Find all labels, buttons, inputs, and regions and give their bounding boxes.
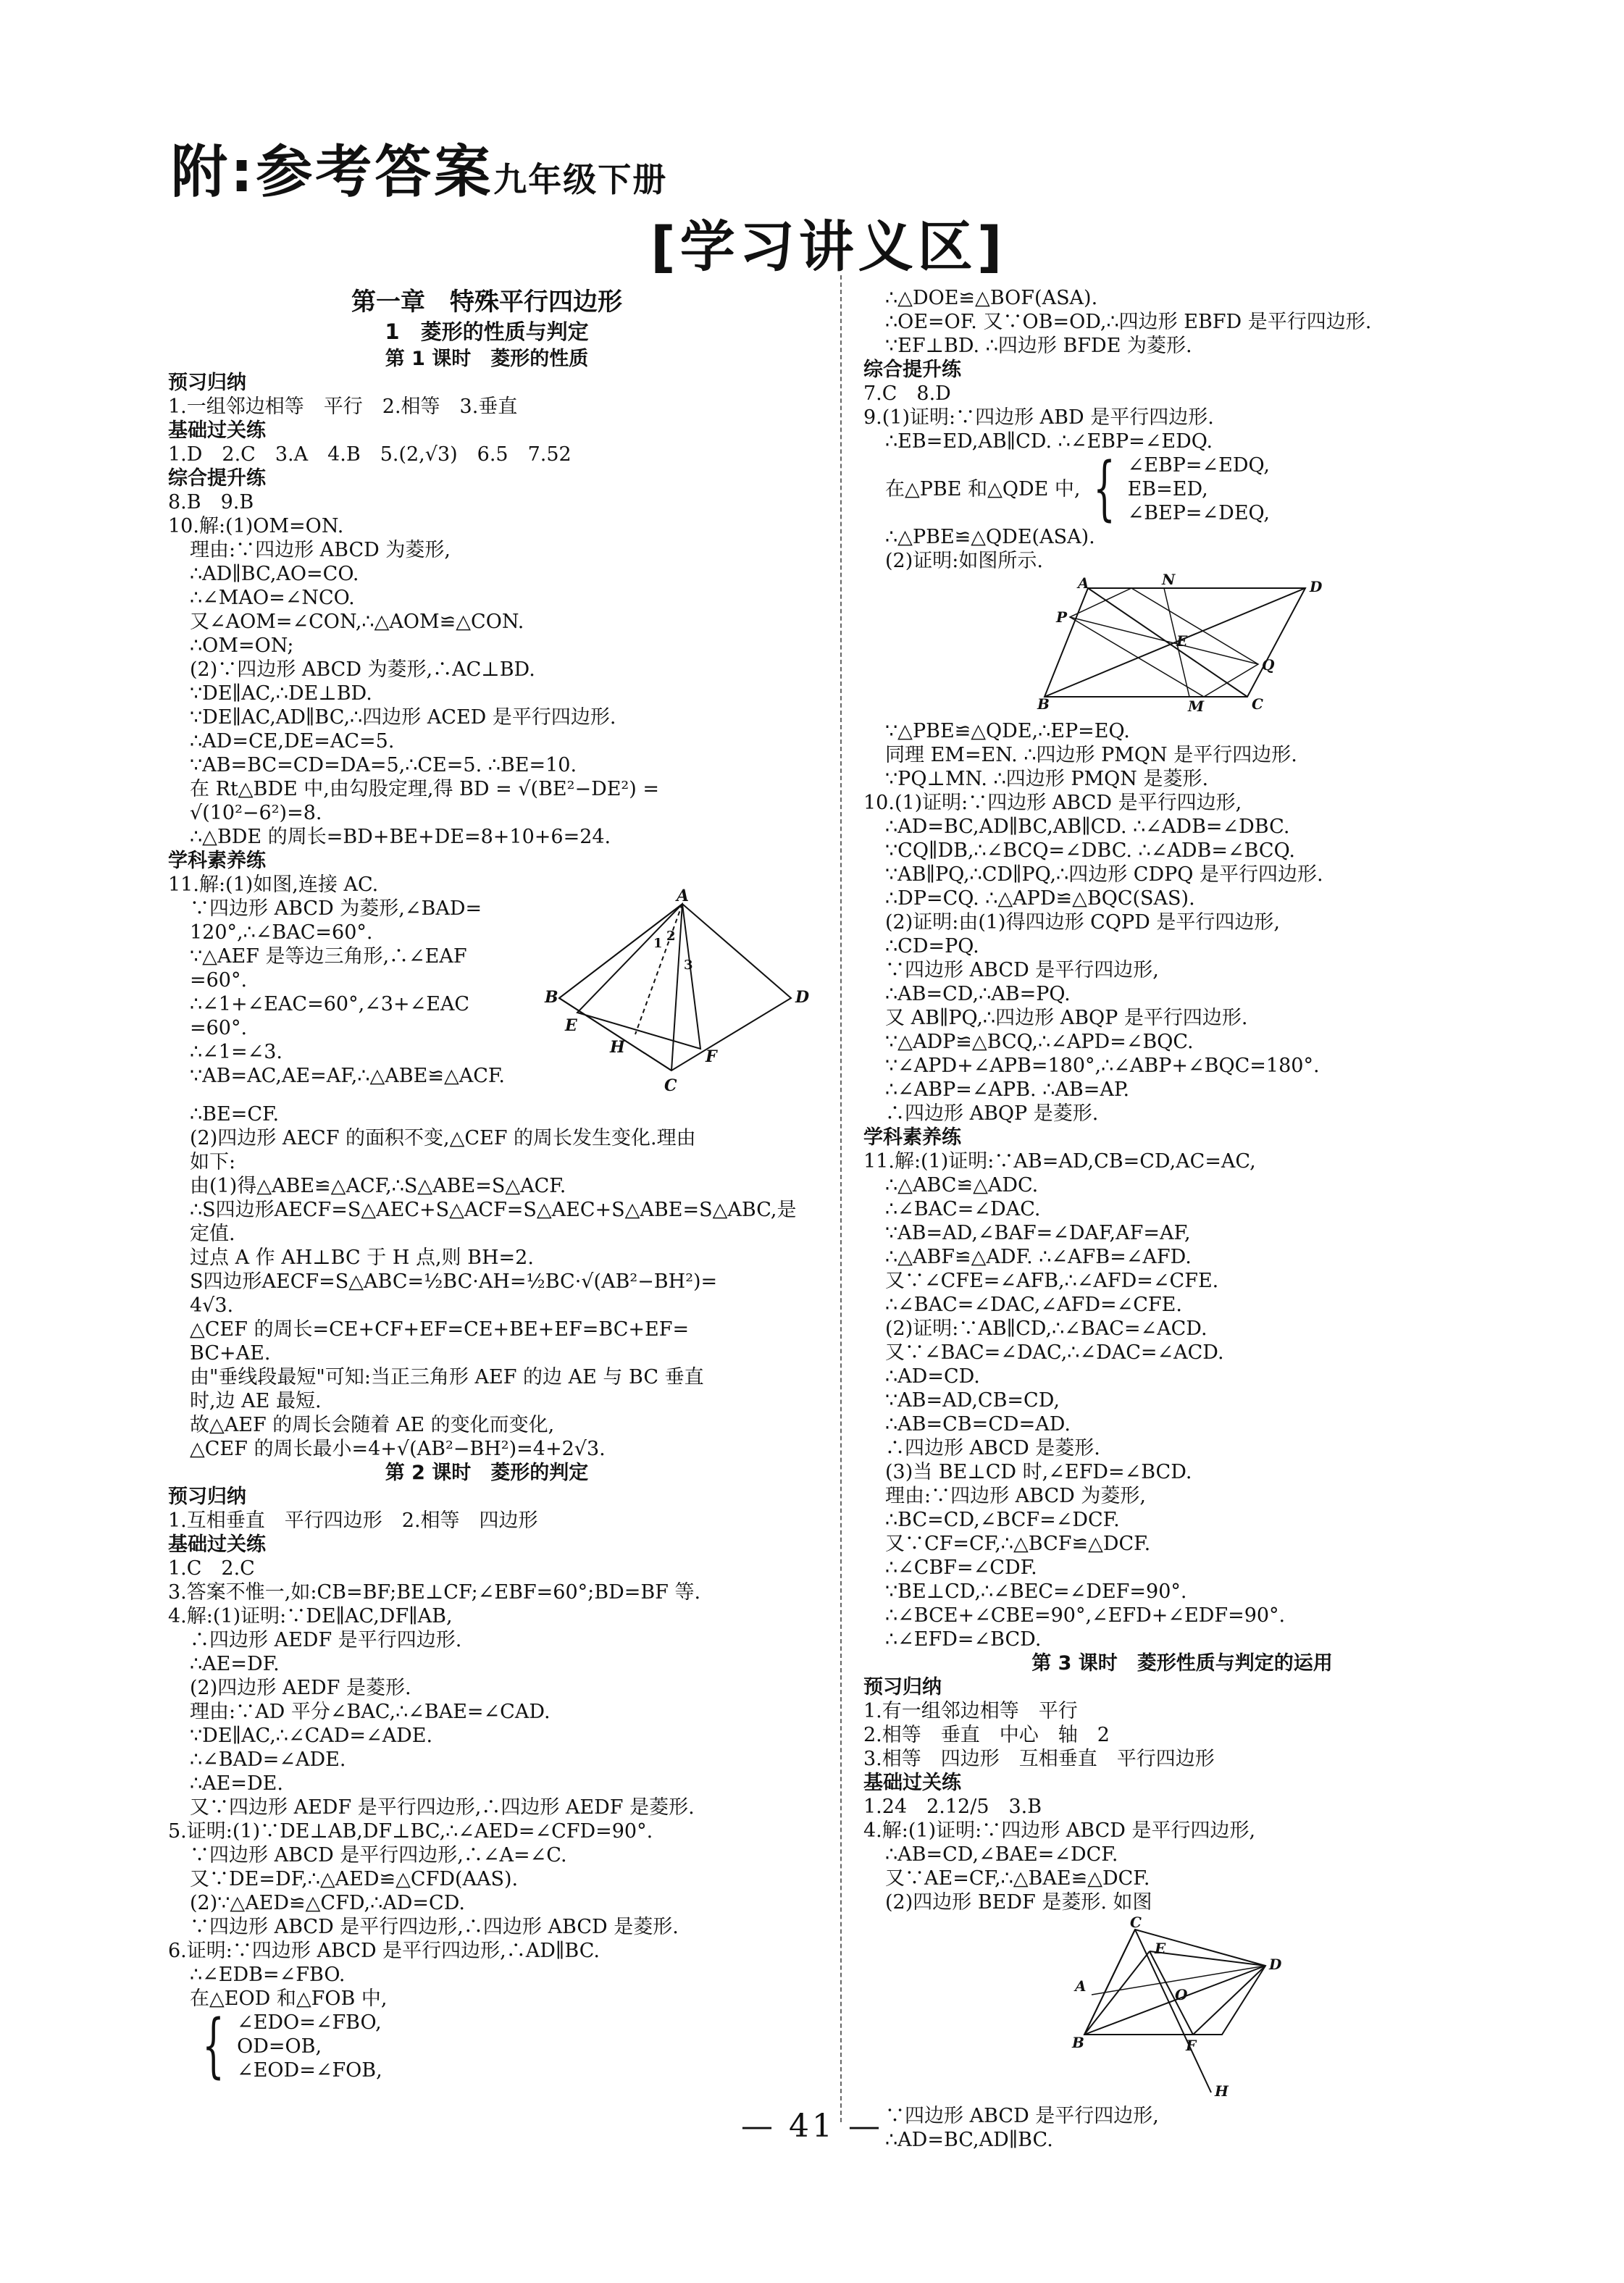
chapter-title: 第一章 特殊平行四边形 [351, 288, 622, 317]
column-divider [840, 275, 842, 2122]
answer-block-3 [168, 1102, 805, 1461]
answer-line: 1.互相垂直 平行四边形 2.相等 四边形 [168, 1509, 538, 1532]
answer-line: ∵△PBE≌△QDE,∴EP=EQ. [885, 720, 1130, 742]
section-heading: 学科素养练 [168, 850, 266, 872]
answer-line: (2)四边形 AEDF 是菱形. [190, 1677, 411, 1699]
brace-symbol: { [1092, 448, 1116, 529]
answer-line: ∵∠APD+∠APB=180°,∴∠ABP+∠BQC=180°. [885, 1055, 1320, 1077]
answer-line: ∵四边形 ABCD 是平行四边形, [885, 2105, 1159, 2127]
fig3-label-e: E [1155, 1940, 1166, 1957]
answer-line: ∵△AEF 是等边三角形,∴∠EAF [190, 945, 467, 968]
answer-line: 9.(1)证明:∵四边形 ABD 是平行四边形. [863, 406, 1214, 429]
answer-line: ∴AE=DE. [190, 1772, 283, 1795]
brace-line: ∠EOD=∠FOB, [237, 2059, 382, 2082]
answer-line: ∵四边形 ABCD 是平行四边形,∴四边形 ABCD 是菱形. [190, 1916, 679, 1938]
answer-line: 同理 EM=EN. ∴四边形 PMQN 是平行四边形. [885, 744, 1297, 766]
answer-line: ∴∠EDB=∠FBO. [190, 1964, 346, 1986]
section-heading: 综合提升练 [863, 359, 961, 381]
fig1-label-f: F [706, 1047, 717, 1066]
fig1-label-c: C [664, 1076, 677, 1095]
section-title: 1 菱形的性质与判定 [385, 319, 589, 344]
section-heading: 基础过关练 [168, 1533, 266, 1556]
answer-line: 3.答案不惟一,如:CB=BF;BE⊥CF;∠EBF=60°;BD=BF 等. [168, 1581, 701, 1604]
answer-line: 4.解:(1)证明:∵四边形 ABCD 是平行四边形, [863, 1819, 1256, 1842]
answer-line: √(10²−6²)=8. [190, 802, 322, 824]
answer-line: (2)四边形 BEDF 是菱形. 如图 [885, 1891, 1152, 1914]
brace-lines-9 [1128, 453, 1270, 525]
fig2-label-a: A [1078, 574, 1089, 592]
answer-line: ∵AB=AC,AE=AF,∴△ABE≌△ACF. [190, 1065, 506, 1087]
answer-line: ∴四边形 AEDF 是平行四边形. [190, 1629, 462, 1651]
answer-line: 在△EOD 和△FOB 中, [190, 1987, 388, 2010]
fig2-label-m: M [1188, 698, 1205, 715]
answer-line: ∴OE=OF. 又∵OB=OD,∴四边形 EBFD 是平行四边形. [885, 311, 1372, 333]
answer-line: ∵AB=AD,CB=CD, [885, 1389, 1060, 1412]
fig1-label-1: 1 [653, 936, 663, 951]
fig3-label-a: A [1075, 1977, 1087, 1995]
answer-line: ∵DE∥AC,AD∥BC,∴四边形 ACED 是平行四边形. [190, 706, 616, 729]
brace-intro-9: 在△PBE 和△QDE 中, [885, 478, 1081, 500]
answer-line: (2)证明:∵AB∥CD,∴∠BAC=∠ACD. [885, 1318, 1207, 1340]
rhombus-triangle-figure [545, 887, 810, 1099]
fig3-label-o: O [1175, 1986, 1188, 2003]
right-column [863, 286, 1501, 2152]
fig1-label-e: E [565, 1016, 577, 1035]
answer-block-6 [863, 525, 1501, 573]
brace-system-6 [168, 2005, 805, 2086]
answer-line: ∵EF⊥BD. ∴四边形 BFDE 为菱形. [885, 335, 1192, 357]
brace-system-9 [863, 448, 1501, 529]
section-heading: 预习归纳 [168, 1486, 246, 1508]
answer-line: ∴AD=BC,AD∥BC. [885, 2129, 1053, 2151]
header-title-text: 附:参考答案 [171, 140, 494, 205]
section-heading: 基础过关练 [863, 1772, 961, 1794]
page-number: — 41 — [741, 2108, 883, 2145]
answer-line: ∴DP=CQ. ∴△APD≌△BQC(SAS). [885, 887, 1195, 910]
answer-line: 4√3. [190, 1294, 234, 1317]
answer-line: ∴∠1=∠3. [190, 1041, 282, 1063]
answer-line: 理由:∵AD 平分∠BAC,∴∠BAE=∠CAD. [190, 1701, 551, 1723]
answer-line: 又∠AOM=∠CON,∴△AOM≌△CON. [190, 611, 524, 633]
fig2-label-p: P [1056, 608, 1068, 626]
brace-symbol: { [202, 2005, 225, 2086]
section-heading: 基础过关练 [168, 419, 266, 442]
answer-line: ∵BE⊥CD,∴∠BEC=∠DEF=90°. [885, 1580, 1187, 1603]
answer-line: 又∵四边形 AEDF 是平行四边形,∴四边形 AEDF 是菱形. [190, 1796, 695, 1819]
fig1-label-b: B [545, 988, 558, 1007]
lesson-title-1: 第 1 课时 菱形的性质 [385, 348, 589, 370]
answer-line: ∴∠MAO=∠NCO. [190, 587, 355, 609]
fig1-label-h: H [610, 1038, 625, 1057]
page-header-title [171, 127, 667, 208]
answer-line: (2)证明:由(1)得四边形 CQPD 是平行四边形, [885, 911, 1280, 934]
answer-line: △CEF 的周长=CE+CF+EF=CE+BE+EF=BC+EF= [190, 1318, 690, 1341]
header-subtitle: 九年级下册 [493, 160, 668, 199]
answer-line: ∵四边形 ABCD 是平行四边形, [885, 959, 1159, 981]
fig2-label-c: C [1252, 695, 1263, 713]
answer-line: ∴∠EFD=∠BCD. [885, 1628, 1042, 1651]
answer-block-4 [168, 1485, 805, 2011]
answer-line: △CEF 的周长最小=4+√(AB²−BH²)=4+2√3. [190, 1438, 606, 1460]
answer-line: ∴AD∥BC,AO=CO. [190, 563, 359, 585]
answer-line: 11.解:(1)如图,连接 AC. [168, 874, 379, 896]
answer-line: ∵四边形 ABCD 为菱形,∠BAD= [190, 897, 482, 920]
answer-line: 1.D 2.C 3.A 4.B 5.(2,√3) 6.5 7.52 [168, 443, 572, 466]
brace-line: ∠EBP=∠EDQ, [1127, 454, 1270, 477]
answer-line: ∴∠BAD=∠ADE. [190, 1748, 346, 1771]
answer-line: 1.C 2.C [168, 1557, 255, 1580]
answer-line: ∵PQ⊥MN. ∴四边形 PMQN 是菱形. [885, 768, 1209, 790]
answer-line: 2.相等 垂直 中心 轴 2 [863, 1724, 1110, 1746]
answer-line: 又∵AE=CF,∴△BAE≌△DCF. [885, 1867, 1150, 1890]
answer-line: ∴AE=DF. [190, 1653, 280, 1675]
answer-line: 1.24 2.12/5 3.B [863, 1796, 1042, 1818]
answer-line: ∴△ABF≌△ADF. ∴∠AFB=∠AFD. [885, 1246, 1192, 1268]
answer-line: 又∵CF=CF,∴△BCF≌△DCF. [885, 1533, 1151, 1555]
answer-line: ∴∠1+∠EAC=60°,∠3+∠EAC [190, 993, 470, 1015]
answer-line: (2)证明:如图所示. [885, 550, 1043, 572]
answer-line: 又∵DE=DF,∴△AED≌△CFD(AAS). [190, 1868, 519, 1890]
answer-line: ∴AD=BC,AD∥BC,AB∥CD. ∴∠ADB=∠DBC. [885, 816, 1290, 838]
section-heading: 综合提升练 [168, 467, 266, 490]
section-heading: 预习归纳 [863, 1676, 942, 1698]
answer-line: 1.一组邻边相等 平行 2.相等 3.垂直 [168, 395, 518, 418]
answer-line: ∴∠BCE+∠CBE=90°,∠EFD+∠EDF=90°. [885, 1604, 1286, 1627]
answer-line: 定值. [190, 1223, 235, 1245]
parallelogram-bedf-figure [1066, 1914, 1298, 2100]
answer-line: ∴OM=ON; [190, 634, 294, 657]
answer-line: 11.解:(1)证明:∵AB=AD,CB=CD,AC=AC, [863, 1150, 1256, 1173]
answer-block-7 [863, 719, 1501, 1651]
answer-line: (2)∵四边形 ABCD 为菱形,∴AC⊥BD. [190, 658, 535, 681]
answer-line: 理由:∵四边形 ABCD 为菱形, [885, 1485, 1146, 1507]
answer-line: ∴AD=CD. [885, 1365, 980, 1388]
fig3-label-f: F [1186, 2037, 1197, 2054]
fig3-label-h: H [1215, 2082, 1229, 2100]
answer-line: ∴△DOE≌△BOF(ASA). [885, 287, 1098, 309]
section-heading: 学科素养练 [863, 1126, 961, 1149]
answer-line: ∴四边形 ABCD 是菱形. [885, 1437, 1100, 1459]
brace-lines-6 [237, 2011, 382, 2082]
answer-line: 由(1)得△ABE≌△ACF,∴S△ABE=S△ACF. [190, 1175, 566, 1197]
answer-line: 过点 A 作 AH⊥BC 于 H 点,则 BH=2. [190, 1247, 534, 1269]
answer-line: 5.证明:(1)∵DE⊥AB,DF⊥BC,∴∠AED=∠CFD=90°. [168, 1820, 653, 1843]
fig2-label-n: N [1162, 571, 1176, 588]
fig2-label-q: Q [1262, 656, 1275, 674]
answer-line: ∴△ABC≌△ADC. [885, 1174, 1039, 1197]
answer-line: ∴∠BAC=∠DAC. [885, 1198, 1041, 1220]
answer-line: ∴四边形 ABQP 是菱形. [885, 1102, 1099, 1125]
answer-line: ∵AB=BC=CD=DA=5,∴CE=5. ∴BE=10. [190, 754, 577, 776]
answer-line: 10.(1)证明:∵四边形 ABCD 是平行四边形, [863, 792, 1242, 814]
brace-line: ∠EDO=∠FBO, [237, 2011, 382, 2034]
section-banner: [学习讲义区] [650, 214, 1007, 279]
answer-line: 6.证明:∵四边形 ABCD 是平行四边形,∴AD∥BC. [168, 1940, 600, 1962]
answer-line: 120°,∴∠BAC=60°. [190, 921, 373, 944]
answer-line: (2)∵△AED≌△CFD,∴AD=CD. [190, 1892, 465, 1914]
answer-line: ∴CD=PQ. [885, 935, 979, 958]
parallelogram-pmqn-figure [1037, 571, 1327, 715]
answer-line: ∴BE=CF. [190, 1103, 280, 1126]
lesson-title-2: 第 2 课时 菱形的判定 [385, 1462, 589, 1484]
fig3-label-d: D [1269, 1956, 1282, 1973]
brace-line: EB=ED, [1127, 478, 1208, 500]
answer-line: 又∵∠BAC=∠DAC,∴∠DAC=∠ACD. [885, 1341, 1224, 1364]
answer-line: ∵AB=AD,∠BAF=∠DAF,AF=AF, [885, 1222, 1191, 1244]
answer-line: 10.解:(1)OM=ON. [168, 515, 344, 537]
answer-line: ∴AB=CD,∴AB=PQ. [885, 983, 1071, 1005]
fig1-label-d: D [795, 988, 810, 1007]
answer-line: ∵DE∥AC,∴DE⊥BD. [190, 682, 372, 705]
answer-line: ∴∠CBF=∠CDF. [885, 1557, 1037, 1579]
answer-line: 7.C 8.D [863, 382, 951, 405]
answer-line: 时,边 AE 最短. [190, 1390, 322, 1412]
answer-line: 3.相等 四边形 互相垂直 平行四边形 [863, 1748, 1215, 1770]
answer-line: 8.B 9.B [168, 491, 254, 514]
answer-line: ∴BC=CD,∠BCF=∠DCF. [885, 1509, 1120, 1531]
fig2-label-d: D [1310, 578, 1323, 595]
answer-line: ∴EB=ED,AB∥CD. ∴∠EBP=∠EDQ. [885, 430, 1213, 453]
answer-line: ∵DE∥AC,∴∠CAD=∠ADE. [190, 1725, 433, 1747]
answer-line: BC+AE. [190, 1342, 271, 1365]
answer-line: ∴AB=CB=CD=AD. [885, 1413, 1071, 1436]
answer-block-5 [863, 286, 1501, 453]
answer-line: ∵△ADP≌△BCQ,∴∠APD=∠BQC. [885, 1031, 1194, 1053]
answer-line: =60°. [190, 969, 248, 992]
fig2-label-e: E [1176, 632, 1188, 650]
brace-line: OD=OB, [237, 2035, 322, 2058]
answer-line: ∵AB∥PQ,∴CD∥PQ,∴四边形 CDPQ 是平行四边形. [885, 863, 1323, 886]
fig3-label-c: C [1130, 1914, 1142, 1931]
answer-line: 如下: [190, 1151, 236, 1173]
answer-line: ∴S四边形AECF=S△AEC+S△ACF=S△AEC+S△ABE=S△ABC,是 [190, 1199, 797, 1221]
answer-line: 又∵∠CFE=∠AFB,∴∠AFD=∠CFE. [885, 1270, 1219, 1292]
answer-line: ∴AB=CD,∠BAE=∠DCF. [885, 1843, 1118, 1866]
answer-line: 故△AEF 的周长会随着 AE 的变化而变化, [190, 1414, 555, 1436]
answer-line: S四边形AECF=S△ABC=½BC·AH=½BC·√(AB²−BH²)= [190, 1270, 718, 1293]
answer-line: ∴△BDE 的周长=BD+BE+DE=8+10+6=24. [190, 826, 611, 848]
answer-line: (2)四边形 AECF 的面积不变,△CEF 的周长发生变化.理由 [190, 1127, 696, 1149]
section-heading: 预习归纳 [168, 372, 246, 394]
fig1-label-3: 3 [684, 958, 693, 973]
fig2-label-b: B [1037, 695, 1050, 713]
fig1-label-a: A [677, 887, 690, 905]
answer-line: 在 Rt△BDE 中,由勾股定理,得 BD = √(BE²−DE²) = [190, 778, 659, 800]
answer-line: ∴∠ABP=∠APB. ∴AB=AP. [885, 1078, 1130, 1101]
brace-line: ∠BEP=∠DEQ, [1127, 502, 1270, 524]
answer-line: ∴∠BAC=∠DAC,∠AFD=∠CFE. [885, 1294, 1182, 1316]
answer-line: 1.有一组邻边相等 平行 [863, 1700, 1078, 1722]
fig3-label-b: B [1072, 2034, 1084, 2051]
answer-block-1 [168, 371, 805, 897]
answer-line: ∵CQ∥DB,∴∠BCQ=∠DBC. ∴∠ADB=∠BCQ. [885, 839, 1295, 862]
answer-line: (3)当 BE⊥CD 时,∠EFD=∠BCD. [885, 1461, 1192, 1483]
answer-line: =60°. [190, 1017, 248, 1039]
answer-line: ∴△PBE≌△QDE(ASA). [885, 526, 1095, 548]
answer-line: ∵四边形 ABCD 是平行四边形,∴∠A=∠C. [190, 1844, 567, 1867]
answer-line: 理由:∵四边形 ABCD 为菱形, [190, 539, 451, 561]
lesson-title-3: 第 3 课时 菱形性质与判定的运用 [1031, 1652, 1333, 1675]
answer-line: 又 AB∥PQ,∴四边形 ABQP 是平行四边形. [885, 1007, 1248, 1029]
left-column [168, 286, 810, 2086]
answer-block-8 [863, 1675, 1501, 1914]
answer-line: 由"垂线段最短"可知:当正三角形 AEF 的边 AE 与 BC 垂直 [190, 1366, 704, 1388]
answer-line: ∴AD=CE,DE=AC=5. [190, 730, 395, 753]
answer-line: 4.解:(1)证明:∵DE∥AC,DF∥AB, [168, 1605, 453, 1628]
fig1-label-2: 2 [666, 929, 676, 944]
